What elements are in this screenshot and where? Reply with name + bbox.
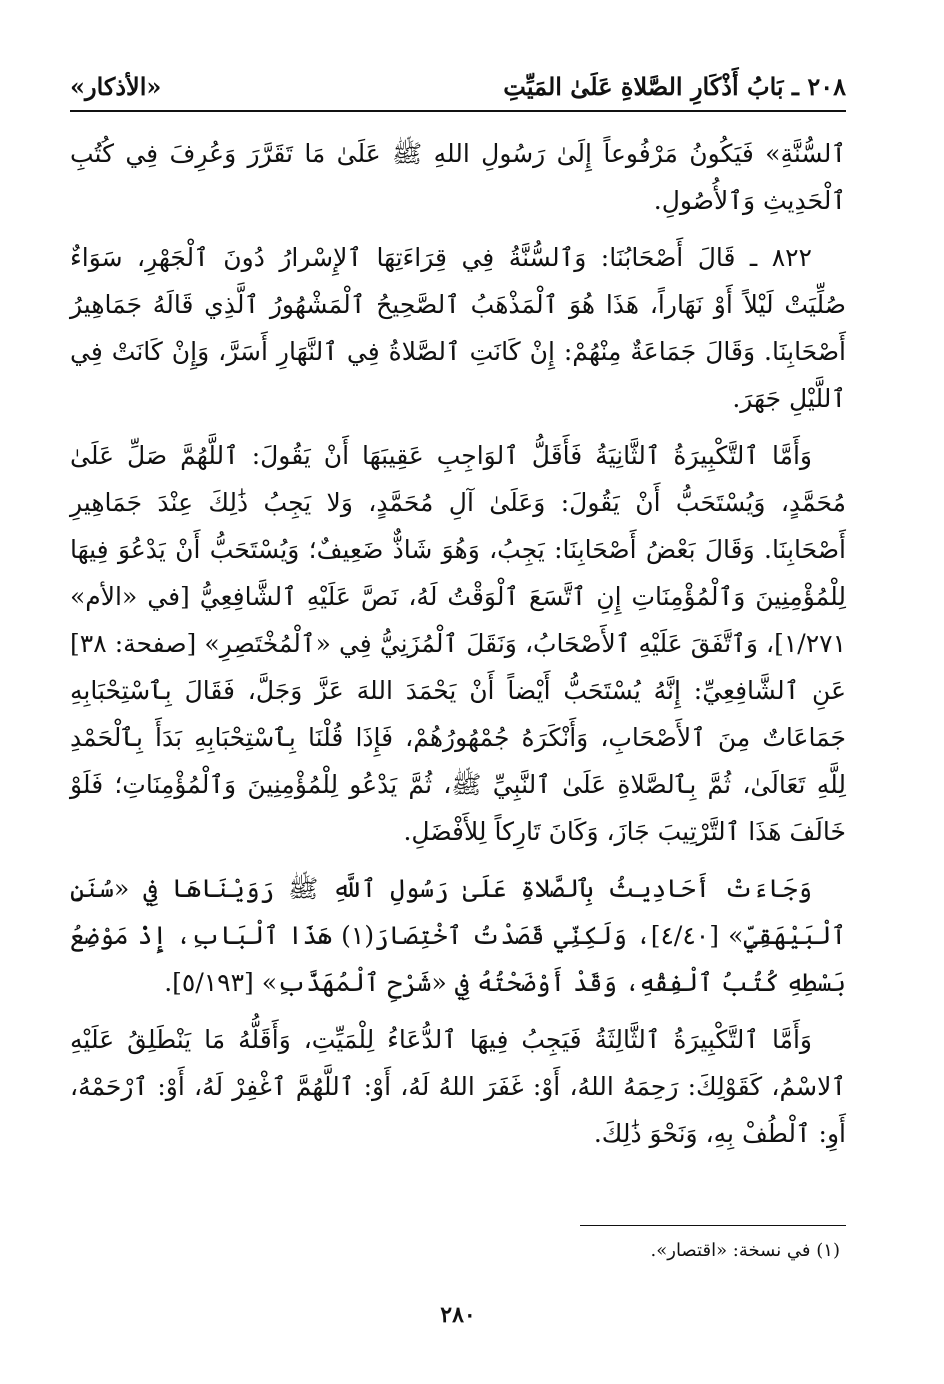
paragraph: ٱلسُّنَّةِ» فَيَكُونُ مَرْفُوعاً إِلَىٰ رَسُولِ اللهِ ﷺ عَلَىٰ مَا تَقَرَّرَ وَعُرِفَ فِي كُتُبِ ٱلْحَدِيثِ وَٱلأُصُولِ. xyxy=(70,139,846,215)
paragraph: وَأَمَّا ٱلتَّكْبِيرَةُ ٱلثَّالِثَةُ فَيَجِبُ فِيهَا ٱلدُّعَاءُ لِلْمَيِّتِ، وَأَقَلُّهُ مَا يَنْطَلِقُ عَلَيْهِ ٱلاسْمُ، كَقَوْلِكَ: رَحِمَهُ اللهُ، أَوْ: غَفَرَ اللهُ لَهُ، أَوْ: ٱللَّهُمَّ ٱغْفِرْ لَهُ، أَوْ: ٱرْحَمْهُ، أَوِ: ٱلْطُفْ بِهِ، وَنَحْوَ ذَٰلِكَ. xyxy=(70,1025,846,1148)
book-title: «الأذكار» xyxy=(70,71,162,101)
page-header xyxy=(70,62,846,112)
paragraph: وَأَمَّا ٱلتَّكْبِيرَةُ ٱلثَّانِيَةُ فَأَقَلُّ ٱلوَاجِبِ عَقِيبَهَا أَنْ يَقُولَ: ٱللَّهُمَّ صَلِّ عَلَىٰ مُحَمَّدٍ، وَيُسْتَحَبُّ أَنْ يَقُولَ: وَعَلَىٰ آلِ مُحَمَّدٍ، وَلا يَجِبُ ذَٰلِكَ عِنْدَ جَمَاهِيرِ أَصْحَابِنَا. وَقَالَ بَعْضُ أَصْحَابِنَا: يَجِبُ، وَهُوَ شَاذٌّ ضَعِيفٌ؛ وَيُسْتَحَبُّ أَنْ يَدْعُوَ فِيهَا لِلْمُؤْمِنِينَ وَٱلْمُؤْمِنَاتِ إِنِ ٱتَّسَعَ ٱلْوَقْتُ لَهُ، نَصَّ عَلَيْهِ ٱلشَّافِعِيُّ [في «الأم» ١/٢٧١]، وَٱتَّفَقَ عَلَيْهِ ٱلأَصْحَابُ، وَنَقَلَ ٱلْمُزَنِيُّ فِي «ٱلْمُخْتَصِرِ» [صفحة: ٣٨] عَنِ ٱلشَّافِعِيِّ: إِنَّهُ يُسْتَحَبُّ أَيْضاً أَنْ يَحْمَدَ اللهَ عَزَّ وَجَلَّ، فَقَالَ بِٱسْتِحْبَابِهِ جَمَاعَاتٌ مِنَ ٱلأَصْحَابِ، وَأَنْكَرَهُ جُمْهُورُهُمْ، فَإِذَا قُلْنَا بِٱسْتِحْبَابِهِ بَدَأَ بِٱلْحَمْدِ لِلَّهِ تَعَالَىٰ، ثُمَّ بِٱلصَّلاةِ عَلَىٰ ٱلنَّبِيِّ ﷺ، ثُمَّ يَدْعُو لِلْمُؤْمِنِينَ وَٱلْمُؤْمِنَاتِ؛ فَلَوْ خَالَفَ هَذَا ٱلتَّرْتِيبَ جَازَ، وَكَانَ تَارِكاً لِلأَفْضَلِ. xyxy=(70,441,846,846)
chapter-title: ٢٠٨ ـ بَابُ أَذْكَارِ الصَّلاةِ عَلَىٰ المَيِّتِ xyxy=(503,71,846,101)
page-number: ٢٨٠ xyxy=(440,1302,476,1328)
footnote-divider xyxy=(580,1225,846,1226)
body-text xyxy=(70,130,846,1157)
footnote: (١) في نسخة: «اقتصار». xyxy=(650,1240,840,1261)
paragraph: وَجَاءَتْ أَحَادِيثُ بِٱلصَّلاةِ عَلَىٰ رَسُولِ ٱللَّهِ ﷺ رَوَيْنَاهَا فِي «سُنَنِ ٱلْبَيْهَقِيِّ» [٤/٤٠]، وَلَكِنِّي قَصَدْتُ ٱخْتِصَارَ(١) هَذَا ٱلْبَابِ، إِذْ مَوْضِعُ بَسْطِهِ كُتُبُ ٱلْفِقْهِ، وَقَدْ أَوْضَحْتُهُ فِي «شَرْحِ ٱلْمُهَذَّبِ» [٥/١٩٣]. xyxy=(70,874,846,997)
paragraph: ٨٢٢ ـ قَالَ أَصْحَابُنَا: وَٱلسُّنَّةُ فِي قِرَاءَتِهَا ٱلإِسْرارُ دُونَ ٱلْجَهْرِ، سَوَاءٌ صُلِّيَتْ لَيْلاً أَوْ نَهَاراً، هَذَا هُوَ ٱلْمَذْهَبُ ٱلصَّحِيحُ ٱلْمَشْهُورُ ٱلَّذِي قَالَهُ جَمَاهِيرُ أَصْحَابِنَا. وَقَالَ جَمَاعَةٌ مِنْهُمْ: إِنْ كَانَتِ ٱلصَّلاةُ فِي ٱلنَّهَارِ أَسَرَّ، وَإِنْ كَانَتْ فِي ٱللَّيْلِ جَهَرَ. xyxy=(70,243,846,413)
book-page xyxy=(70,62,846,1362)
